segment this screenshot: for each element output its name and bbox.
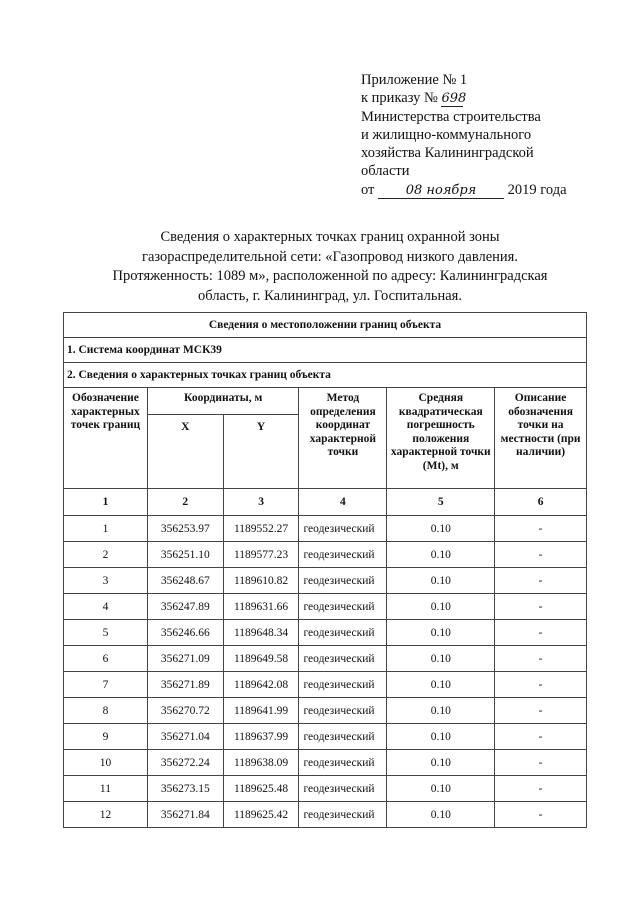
error-cell: 0.10 [387, 620, 495, 646]
column-numbers-row [64, 489, 587, 516]
date-handwritten: 08 ноября [378, 184, 504, 199]
table-row [64, 750, 587, 776]
point-cell: 8 [64, 698, 148, 724]
table-body [64, 516, 587, 828]
y-coordinate-cell: 1189637.99 [223, 724, 299, 750]
description-cell: - [495, 802, 587, 828]
x-coordinate-cell: 356272.24 [147, 750, 223, 776]
point-cell: 4 [64, 594, 148, 620]
header-point: Обозначение характерных точек границ [64, 388, 148, 489]
method-cell: геодезический [299, 776, 387, 802]
table-row [64, 620, 587, 646]
x-coordinate-cell: 356270.72 [147, 698, 223, 724]
ministry-line-4: области [361, 163, 410, 180]
date-prefix: от [361, 181, 375, 198]
table-row [64, 698, 587, 724]
table-row [64, 672, 587, 698]
error-cell: 0.10 [387, 672, 495, 698]
table-row [64, 568, 587, 594]
column-number: 4 [299, 489, 387, 516]
x-coordinate-cell: 356271.04 [147, 724, 223, 750]
method-cell: геодезический [299, 620, 387, 646]
point-cell: 10 [64, 750, 148, 776]
x-coordinate-cell: 356253.97 [147, 516, 223, 542]
table-row [64, 646, 587, 672]
table-row [64, 776, 587, 802]
heading-line-3: Протяженность: 1089 м», расположенной по адресу: Калининградская [112, 268, 548, 284]
x-coordinate-cell: 356248.67 [147, 568, 223, 594]
method-cell: геодезический [299, 802, 387, 828]
method-cell: геодезический [299, 542, 387, 568]
heading-line-1: Сведения о характерных точках границ охранной зоны [160, 229, 500, 245]
method-cell: геодезический [299, 672, 387, 698]
order-number: 698 [441, 91, 467, 107]
y-coordinate-cell: 1189552.27 [223, 516, 299, 542]
header-description: Описание обозначения точки на местности (при наличии) [495, 388, 587, 489]
description-cell: - [495, 516, 587, 542]
error-cell: 0.10 [387, 724, 495, 750]
point-cell: 6 [64, 646, 148, 672]
description-cell: - [495, 568, 587, 594]
method-cell: геодезический [299, 568, 387, 594]
header-y: Y [223, 415, 299, 489]
error-cell: 0.10 [387, 568, 495, 594]
y-coordinate-cell: 1189610.82 [223, 568, 299, 594]
heading-line-4: область, г. Калининград, ул. Госпитальная. [198, 287, 462, 304]
error-cell: 0.10 [387, 542, 495, 568]
appendix-block [361, 71, 567, 199]
point-cell: 5 [64, 620, 148, 646]
header-coordinates: Координаты, м [147, 388, 299, 415]
description-cell: - [495, 542, 587, 568]
y-coordinate-cell: 1189577.23 [223, 542, 299, 568]
description-cell: - [495, 672, 587, 698]
point-cell: 12 [64, 802, 148, 828]
x-coordinate-cell: 356271.84 [147, 802, 223, 828]
appendix-title: Приложение № 1 [361, 72, 468, 88]
error-cell: 0.10 [387, 646, 495, 672]
header-x: X [147, 415, 223, 489]
table-row [64, 542, 587, 568]
y-coordinate-cell: 1189649.58 [223, 646, 299, 672]
date-suffix: 2019 года [507, 181, 567, 198]
description-cell: - [495, 776, 587, 802]
method-cell: геодезический [299, 750, 387, 776]
table-title: Сведения о местоположении границ объекта [64, 313, 587, 338]
section-coordinate-system: 1. Система координат МСК39 [64, 338, 587, 363]
y-coordinate-cell: 1189625.42 [223, 802, 299, 828]
y-coordinate-cell: 1189641.99 [223, 698, 299, 724]
description-cell: - [495, 724, 587, 750]
error-cell: 0.10 [387, 698, 495, 724]
date-line [361, 181, 567, 199]
method-cell: геодезический [299, 516, 387, 542]
method-cell: геодезический [299, 724, 387, 750]
x-coordinate-cell: 356271.89 [147, 672, 223, 698]
column-number: 1 [64, 489, 148, 516]
description-cell: - [495, 646, 587, 672]
heading-line-2: газораспределительной сети: «Газопровод низкого давления. [142, 248, 518, 265]
error-cell: 0.10 [387, 516, 495, 542]
point-cell: 1 [64, 516, 148, 542]
error-cell: 0.10 [387, 594, 495, 620]
order-prefix: к приказу № [361, 90, 438, 107]
order-line [361, 89, 567, 107]
table-title-row [64, 313, 587, 338]
point-cell: 2 [64, 542, 148, 568]
table-row [64, 516, 587, 542]
x-coordinate-cell: 356247.89 [147, 594, 223, 620]
ministry-line-3: хозяйства Калининградской [361, 145, 534, 162]
boundary-points-table [63, 312, 587, 828]
header-row [64, 388, 587, 415]
header-method: Метод определения координат характерной точки [299, 388, 387, 489]
description-cell: - [495, 750, 587, 776]
header-error: Средняя квадратическая погрешность положения характерной точки (Mt), м [387, 388, 495, 489]
y-coordinate-cell: 1189642.08 [223, 672, 299, 698]
method-cell: геодезический [299, 594, 387, 620]
y-coordinate-cell: 1189631.66 [223, 594, 299, 620]
column-number: 5 [387, 489, 495, 516]
section-2-row [64, 363, 587, 388]
section-points-info: 2. Сведения о характерных точках границ объекта [64, 363, 587, 388]
column-number: 2 [147, 489, 223, 516]
table-row [64, 802, 587, 828]
x-coordinate-cell: 356271.09 [147, 646, 223, 672]
point-cell: 3 [64, 568, 148, 594]
table-row [64, 594, 587, 620]
y-coordinate-cell: 1189638.09 [223, 750, 299, 776]
ministry-line-1: Министерства строительства [361, 108, 541, 125]
ministry-line-2: и жилищно-коммунального [361, 126, 532, 143]
method-cell: геодезический [299, 698, 387, 724]
x-coordinate-cell: 356251.10 [147, 542, 223, 568]
error-cell: 0.10 [387, 750, 495, 776]
table-row [64, 724, 587, 750]
y-coordinate-cell: 1189648.34 [223, 620, 299, 646]
section-1-row [64, 338, 587, 363]
point-cell: 9 [64, 724, 148, 750]
method-cell: геодезический [299, 646, 387, 672]
document-heading [80, 228, 580, 306]
error-cell: 0.10 [387, 802, 495, 828]
description-cell: - [495, 620, 587, 646]
point-cell: 11 [64, 776, 148, 802]
x-coordinate-cell: 356273.15 [147, 776, 223, 802]
error-cell: 0.10 [387, 776, 495, 802]
column-number: 3 [223, 489, 299, 516]
x-coordinate-cell: 356246.66 [147, 620, 223, 646]
point-cell: 7 [64, 672, 148, 698]
description-cell: - [495, 594, 587, 620]
y-coordinate-cell: 1189625.48 [223, 776, 299, 802]
description-cell: - [495, 698, 587, 724]
column-number: 6 [495, 489, 587, 516]
